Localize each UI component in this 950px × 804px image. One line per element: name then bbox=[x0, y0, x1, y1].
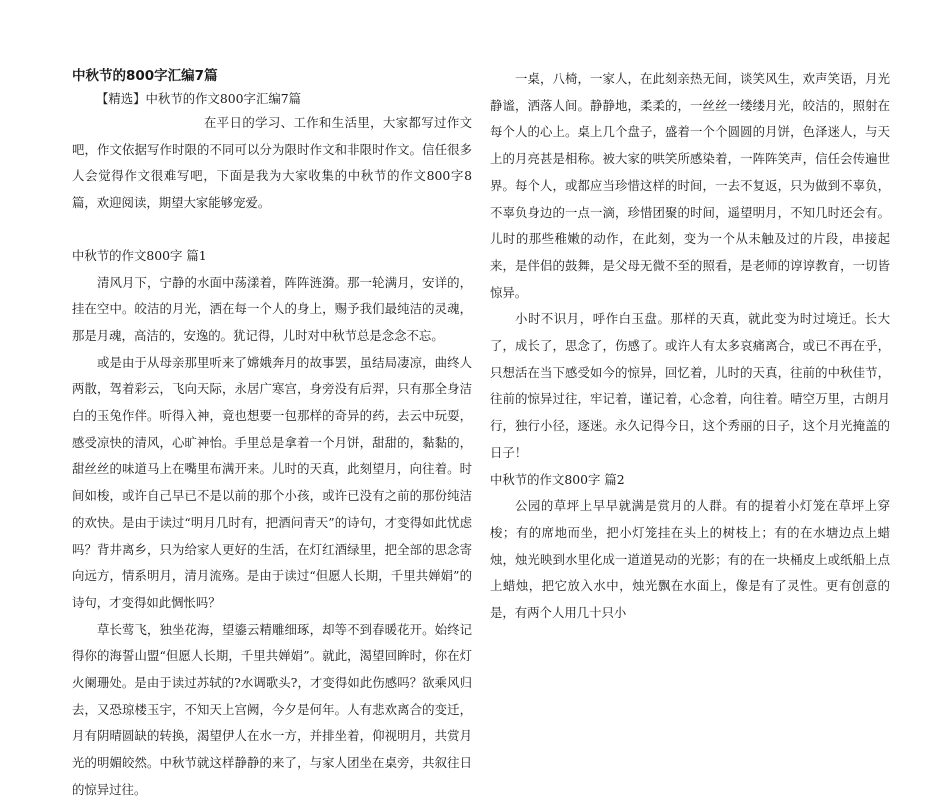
right-column bbox=[490, 66, 890, 627]
document-subtitle: 【精选】中秋节的作文800字汇编7篇 bbox=[96, 91, 302, 106]
essay-1-paragraph-4: 一桌，八椅，一家人，在此刻亲热无间，谈笑风生，欢声笑语，月光静谧，洒落人间。静静地，柔柔的，一丝丝一缕缕月光，皎洁的，照射在每个人的心上。桌上几个盘子，盛着一个个圆圆的月饼，色泽迷人，与天上的月亮甚是相称。被大家的哄笑所感染着，一阵阵笑声，信任会传遍世界。每个人，或都应当珍惜这样的时间，一去不复返，只为做到不辜负，不辜负身边的一点一滴，珍惜团聚的时间，遥望明月，不知几时还会有。儿时的那些稚嫩的动作，在此刻，变为一个从未触及过的片段，串接起来，是伴侣的鼓舞，是父母无微不至的照看，是老师的谆谆教育，一切皆惊异。 bbox=[490, 71, 890, 300]
left-column bbox=[72, 66, 472, 804]
intro-paragraph: 在平日的学习、工作和生活里，大家都写过作文吧，作文依据写作时限的不同可以分为限时作文和非限时作文。信任很多人会觉得作文很难写吧，下面是我为大家收集的中秋节的作文800字8篇，欢迎阅读，期望大家能够宠爱。 bbox=[72, 115, 472, 211]
essay-2-heading: 中秋节的作文800字 篇2 bbox=[490, 471, 625, 487]
essay-1-paragraph-1: 清风月下，宁静的水面中荡漾着，阵阵涟漪。那一轮满月，安详的，挂在空中。皎洁的月光，洒在每一个人的身上，赐予我们最纯洁的灵魂，那是月魂，高洁的，安逸的。犹记得，儿时对中秋节总是念念不忘。 bbox=[72, 274, 472, 343]
essay-1-paragraph-5: 小时不识月，呼作白玉盘。那样的天真，就此变为时过境迁。长大了，成长了，思念了，伤感了。或许人有太多哀痛离合，或已不再在乎，只想活在当下感受如今的惊异，回忆着，儿时的天真，往前的中秋佳节，往前的惊异过往，牢记着，谨记着，心念着，向往着。晴空万里，古朗月行，独行小径，逐迷。永久记得今日，这个秀丽的日子，这个月光掩盖的日子！ bbox=[490, 311, 890, 460]
document-title: 中秋节的800字汇编7篇 bbox=[72, 68, 218, 84]
essay-2-paragraph-1: 公园的草坪上早早就满是赏月的人群。有的提着小灯笼在草坪上穿梭；有的席地而坐，把小灯笼挂在头上的树枝上；有的在水塘边点上蜡烛，烛光映到水里化成一道道晃动的光影；有的在一块桶皮上或纸船上点上蜡烛，把它放入水中，烛光飘在水面上，像是有了灵性。更有创意的是，有两个人用几十只小 bbox=[490, 498, 890, 621]
essay-1-paragraph-3: 草长莺飞，独坐花海，望鎏云精雕细琢，却等不到春暖花开。始终记得你的海誓山盟“但愿人长期，千里共婵娟”。就此，渴望回眸时，你在灯火阑珊处。是由于读过苏轼的?水调歌头?，才变得如此伤感吗？欲乘风归去，又恐琼楼玉宇，不知天上宫阙，今夕是何年。人有悲欢离合的变迁，月有阴晴圆缺的转换，渴望伊人在水一方，并排坐着，仰视明月，共赏月光的明媚皎然。中秋节就这样静静的来了，与家人团坐在桌旁，共叙往日的惊异过往。 bbox=[72, 621, 472, 797]
essay-1-heading: 中秋节的作文800字 篇1 bbox=[72, 247, 207, 263]
essay-1-paragraph-2: 或是由于从母亲那里听来了嫦娥奔月的故事罢，虽结局凄凉，曲终人两散，驾着彩云，飞向天际，永居广寒宫，身旁没有后羿，只有那全身洁白的玉兔作伴。听得入神，竟也想要一包那样的奇异的药，去云中玩耍，感受凉快的清风，心旷神怡。手里总是拿着一个月饼，甜甜的，黏黏的，甜丝丝的味道马上在嘴里布满开来。儿时的天真，此刻望月，向往着。时间如梭，或许自己早已不是以前的那个小孩，或许已没有之前的那份纯洁的欢快。是由于读过“明月几时有，把酒问青天”的诗句，才变得如此忧虑吗？背井离乡，只为给家人更好的生活，在灯红酒绿里，把全部的思念寄向远方，情系明月，清月流殇。是由于读过“但愿人长期，千里共婵娟”的诗句，才变得如此惆怅吗？ bbox=[72, 354, 472, 610]
